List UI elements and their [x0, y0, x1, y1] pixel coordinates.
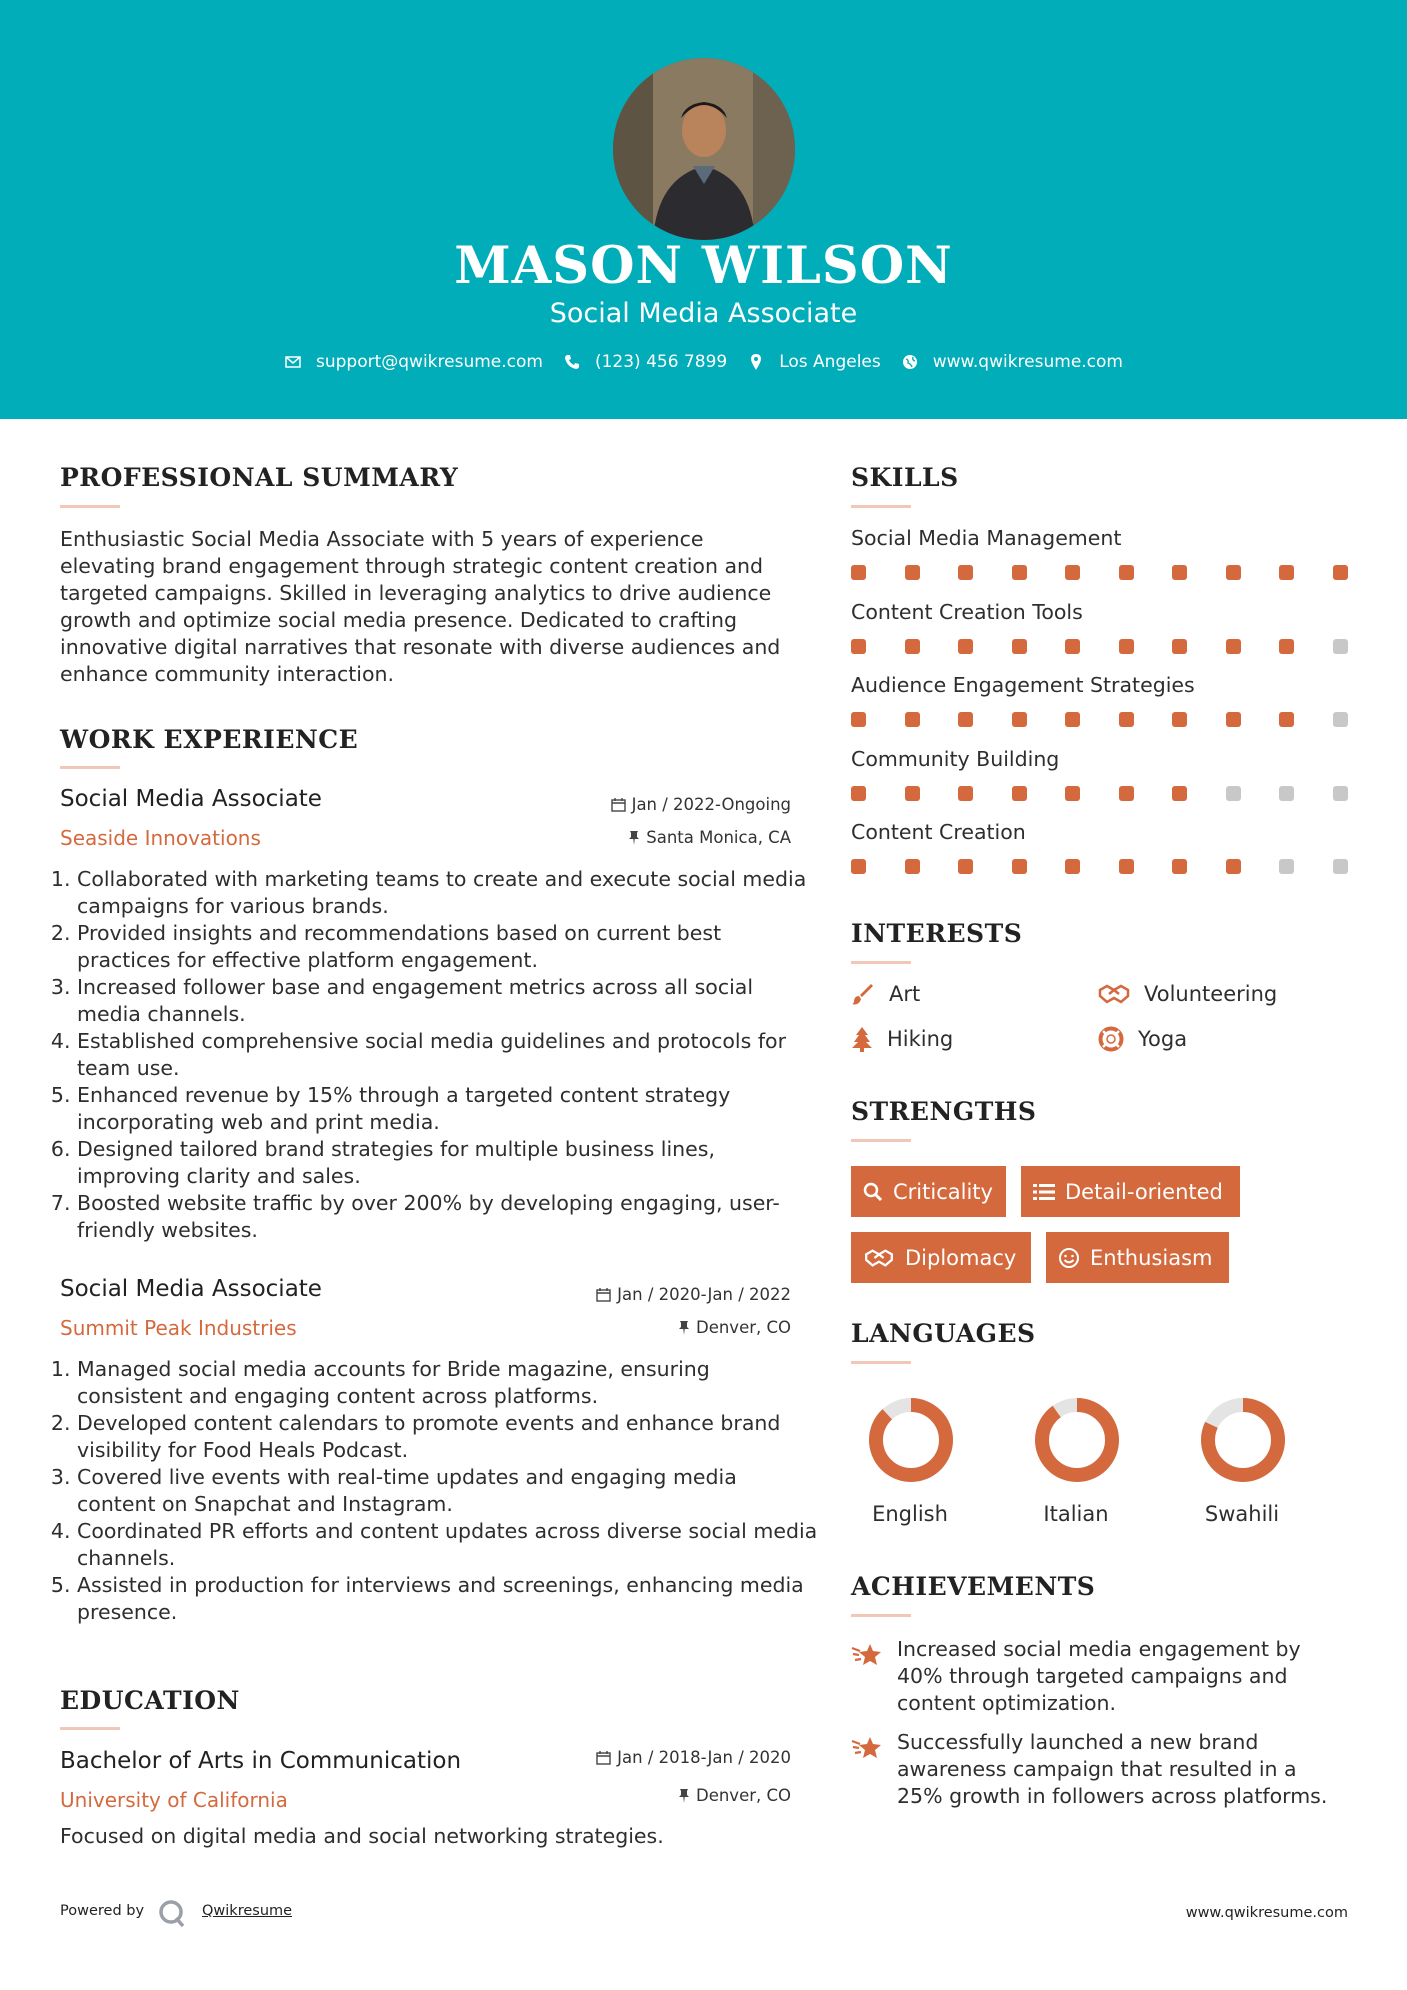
resume-header [0, 0, 1407, 419]
language-label: Swahili [1204, 1502, 1280, 1526]
languages-underline [851, 1361, 911, 1364]
strength-tag [1046, 1232, 1229, 1283]
skill-level-dot [1226, 565, 1241, 580]
job-bullet: 2. Provided insights and recommendations based on current best practices for effective platform engagement. [77, 920, 819, 974]
degree-title: Bachelor of Arts in Communication [60, 1748, 462, 1774]
job-bullet: 1. Managed social media accounts for Bride magazine, ensuring consistent and engaging content across platforms. [77, 1356, 819, 1410]
skill-level-dot [905, 786, 920, 801]
strength-label: Criticality [893, 1179, 993, 1204]
language-donut-fill [876, 1405, 946, 1475]
contact-phone-text: (123) 456 7899 [594, 352, 728, 372]
smile-icon [1058, 1247, 1080, 1269]
shooting-star-icon [851, 1733, 883, 1761]
education-location [480, 1786, 791, 1805]
skill-level-dot [905, 859, 920, 874]
job-location [480, 1318, 791, 1337]
skill-level-dot [1279, 639, 1294, 654]
footer-website[interactable]: www.qwikresume.com [1185, 1905, 1348, 1921]
job-dates-text: Jan / 2020-Jan / 2022 [617, 1285, 791, 1304]
skill-level-dot [851, 639, 866, 654]
skill-level-dot [1012, 712, 1027, 727]
contact-location-text: Los Angeles [779, 352, 881, 372]
experience-heading: WORK EXPERIENCE [60, 725, 359, 754]
interest-item [851, 1026, 953, 1052]
skill-level-dot [1172, 786, 1187, 801]
skill-level-dot [1065, 639, 1080, 654]
skill-level-dot [958, 639, 973, 654]
interests-underline [851, 961, 911, 964]
experience-underline [60, 766, 120, 769]
skills-underline [851, 505, 911, 508]
education-dates [480, 1748, 791, 1767]
skill-level-dot [1119, 712, 1134, 727]
skill-level-dot [1119, 565, 1134, 580]
education-description: Focused on digital media and social networking strategies. [60, 1824, 664, 1848]
education-location-text: Denver, CO [695, 1786, 791, 1805]
skill-level-dot [1226, 786, 1241, 801]
skill-level-dot [1012, 786, 1027, 801]
skill-name: Content Creation Tools [851, 599, 1083, 624]
job-bullet: 1. Collaborated with marketing teams to create and execute social media campaigns for various brands. [77, 866, 819, 920]
pushpin-icon [678, 1788, 690, 1804]
job-bullet: 3. Increased follower base and engagement metrics across all social media channels. [77, 974, 819, 1028]
job-bullet: 6. Designed tailored brand strategies for multiple business lines, improving clarity and sales. [77, 1136, 819, 1190]
job-bullet: 4. Coordinated PR efforts and content updates across diverse social media channels. [77, 1518, 819, 1572]
paintbrush-icon [851, 982, 875, 1006]
languages-heading: LANGUAGES [851, 1319, 1036, 1348]
interest-item [1098, 1026, 1187, 1052]
skill-level-dot [905, 712, 920, 727]
skill-level-dot [851, 565, 866, 580]
language-donut-fill [1042, 1405, 1112, 1475]
contact-bar [0, 352, 1407, 372]
job-location-text: Denver, CO [695, 1318, 791, 1337]
pushpin-icon [678, 1320, 690, 1336]
job-bullet: 5. Assisted in production for interviews and screenings, enhancing media presence. [77, 1572, 819, 1626]
skill-name: Social Media Management [851, 526, 1122, 550]
summary-underline [60, 505, 120, 508]
language-donuts [851, 1390, 1331, 1500]
skill-level-dot [958, 786, 973, 801]
handshake-icon [1098, 982, 1130, 1006]
map-pin-icon [747, 353, 765, 371]
interest-label: Volunteering [1144, 982, 1278, 1006]
job-location-text: Santa Monica, CA [646, 828, 791, 847]
contact-website[interactable] [901, 352, 1123, 372]
skill-level-dot [905, 565, 920, 580]
pushpin-icon [628, 830, 640, 846]
interest-item [1098, 982, 1277, 1006]
job-title: Social Media Associate [60, 1276, 322, 1302]
skill-level-dot [851, 786, 866, 801]
skill-level-dot [1012, 859, 1027, 874]
skill-level-dot [1333, 859, 1348, 874]
phone-icon [563, 353, 581, 371]
interest-label: Yoga [1138, 1027, 1188, 1051]
skill-level-dot [958, 565, 973, 580]
calendar-icon [596, 1287, 611, 1302]
interests-heading: INTERESTS [851, 919, 1023, 948]
job-bullets [58, 1356, 819, 1626]
skills-heading: SKILLS [851, 463, 959, 492]
education-underline [60, 1727, 120, 1730]
job-dates [480, 795, 791, 814]
strength-tag [851, 1232, 1031, 1283]
skill-level-dot [1333, 712, 1348, 727]
job-bullet: 5. Enhanced revenue by 15% through a targeted content strategy incorporating web and print media. [77, 1082, 819, 1136]
calendar-icon [611, 797, 626, 812]
interest-label: Hiking [887, 1027, 954, 1051]
summary-text: Enthusiastic Social Media Associate with 5 years of experience elevating brand engagement through strategic content creation and targeted campaigns. Skilled in leveraging analytics to drive audience growth and optimize social media presence. Dedicated to crafting innovative digital narratives that resonate with diverse audiences and enhance community interaction. [60, 527, 781, 686]
job-company: Summit Peak Industries [60, 1316, 297, 1340]
achievements-heading: ACHIEVEMENTS [851, 1572, 1096, 1601]
skill-level-dot [1333, 639, 1348, 654]
skill-level-dot [1065, 712, 1080, 727]
contact-website-text: www.qwikresume.com [932, 352, 1123, 372]
skill-level-dot [1279, 565, 1294, 580]
job-bullet: 4. Established comprehensive social media guidelines and protocols for team use. [77, 1028, 819, 1082]
language-label: Italian [1043, 1502, 1109, 1526]
achievement-item [851, 1729, 1341, 1810]
job-dates-text: Jan / 2022-Ongoing [631, 795, 791, 814]
skill-level-dot [851, 712, 866, 727]
qwikresume-logo-icon [157, 1898, 189, 1930]
footer-brand-link[interactable]: Qwikresume [202, 1903, 293, 1919]
skill-level-dot [1172, 639, 1187, 654]
skill-level-dot [958, 712, 973, 727]
strengths-heading: STRENGTHS [851, 1097, 1037, 1126]
strength-label: Diplomacy [905, 1245, 1017, 1270]
skill-name: Community Building [851, 746, 1060, 771]
language-label: English [872, 1502, 948, 1526]
skill-level-dot [1279, 859, 1294, 874]
skill-level-dot [1333, 786, 1348, 801]
job-bullet: 2. Developed content calendars to promote events and enhance brand visibility for Food Heals Podcast. [77, 1410, 819, 1464]
globe-icon [901, 353, 919, 371]
job-bullets [58, 866, 819, 1244]
skill-level-dot [1172, 565, 1187, 580]
strengths-underline [851, 1139, 911, 1142]
school-name: University of California [60, 1788, 288, 1812]
achievement-item [851, 1636, 1341, 1717]
envelope-icon [284, 353, 302, 371]
skill-level-dot [1226, 712, 1241, 727]
lifebuoy-icon [1098, 1026, 1124, 1052]
skill-level-dot [1172, 712, 1187, 727]
skill-level-dot [1119, 786, 1134, 801]
strength-label: Enthusiasm [1090, 1245, 1213, 1270]
contact-email-text: support@qwikresume.com [316, 352, 543, 372]
contact-email[interactable] [284, 352, 543, 372]
candidate-title: Social Media Associate [549, 298, 858, 329]
interest-label: Art [889, 982, 921, 1006]
achievement-text: Increased social media engagement by 40% through targeted campaigns and content optimization. [897, 1637, 1301, 1715]
skill-level-dot [1279, 786, 1294, 801]
tree-icon [851, 1026, 873, 1052]
skill-name: Content Creation [851, 820, 1026, 844]
skill-level-dot [1065, 786, 1080, 801]
footer-powered-by: Powered by [60, 1903, 145, 1919]
skill-level-dot [1065, 565, 1080, 580]
job-dates [480, 1285, 791, 1304]
handshake-icon [863, 1247, 895, 1269]
candidate-name: MASON WILSON [454, 236, 953, 296]
search-icon [863, 1182, 883, 1202]
contact-location [747, 352, 881, 372]
education-heading: EDUCATION [60, 1686, 240, 1715]
contact-phone[interactable] [563, 352, 727, 372]
skill-level-dot [1012, 565, 1027, 580]
job-bullet: 3. Covered live events with real-time updates and engaging media content on Snapchat and Instagram. [77, 1464, 819, 1518]
strength-tag [851, 1166, 1006, 1217]
summary-heading: PROFESSIONAL SUMMARY [60, 463, 459, 492]
achievements-underline [851, 1614, 911, 1617]
skill-level-dot [1226, 639, 1241, 654]
skill-level-dot [1012, 639, 1027, 654]
interest-item [851, 982, 920, 1006]
job-location [480, 828, 791, 847]
skill-level-dot [1226, 859, 1241, 874]
strength-tag [1021, 1166, 1240, 1217]
skill-level-dot [1119, 859, 1134, 874]
skill-level-dot [1172, 859, 1187, 874]
skill-name: Audience Engagement Strategies [851, 673, 1195, 697]
skill-level-dot [958, 859, 973, 874]
skill-level-dot [1119, 639, 1134, 654]
achievement-text: Successfully launched a new brand awareness campaign that resulted in a 25% growth in followers across platforms. [897, 1730, 1328, 1808]
job-title: Social Media Associate [60, 786, 322, 812]
shooting-star-icon [851, 1640, 883, 1668]
list-icon [1033, 1183, 1055, 1201]
skill-level-dot [851, 859, 866, 874]
skill-level-dot [1065, 859, 1080, 874]
calendar-icon [596, 1750, 611, 1765]
strength-label: Detail-oriented [1065, 1179, 1223, 1204]
skill-level-dot [1279, 712, 1294, 727]
job-bullet: 7. Boosted website traffic by over 200% by developing engaging, user-friendly websites. [77, 1190, 819, 1244]
job-company: Seaside Innovations [60, 826, 261, 850]
education-dates-text: Jan / 2018-Jan / 2020 [617, 1748, 791, 1767]
skill-level-dot [905, 639, 920, 654]
profile-photo [613, 58, 795, 240]
skill-level-dot [1333, 565, 1348, 580]
